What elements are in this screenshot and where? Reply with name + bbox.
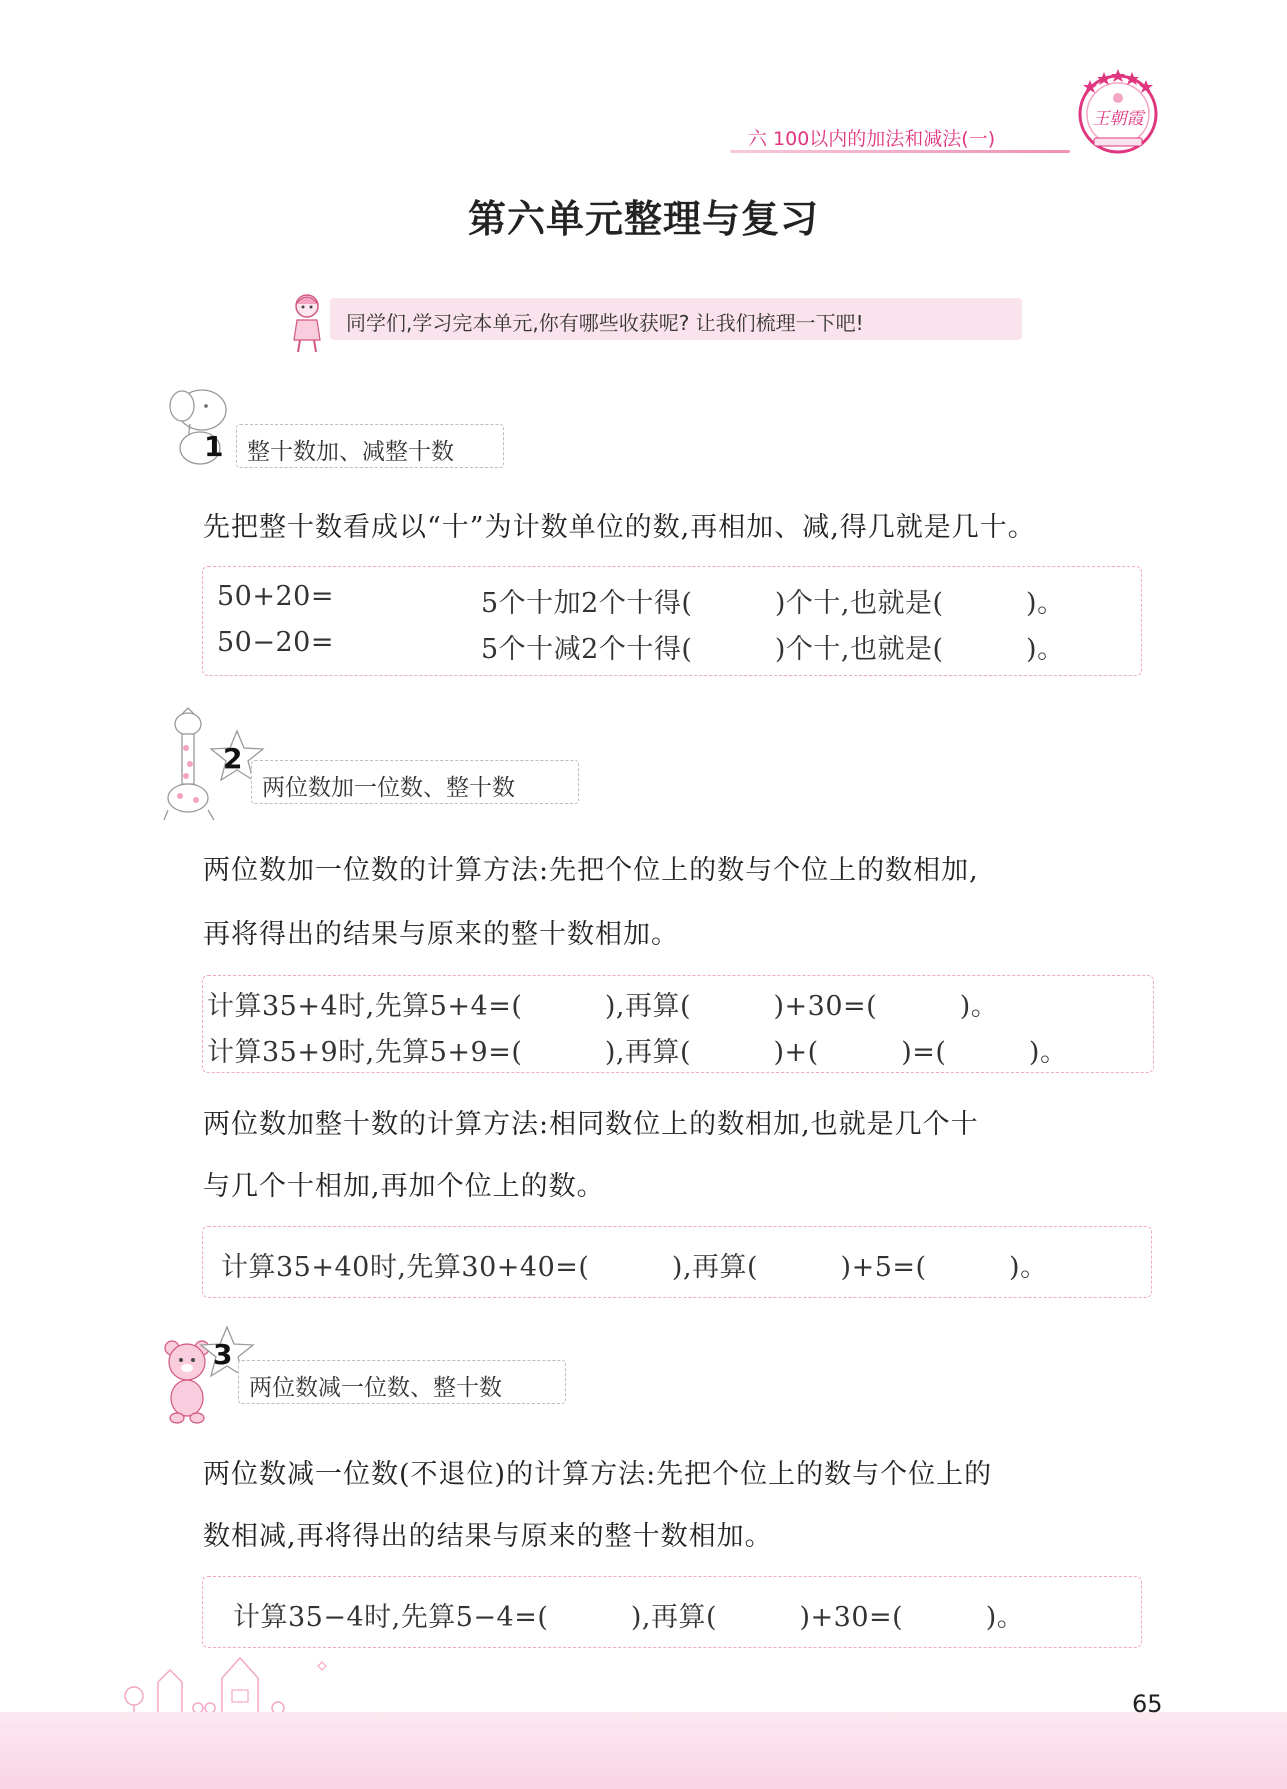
elephant-illustration-icon xyxy=(160,376,240,472)
page-number: 65 xyxy=(1132,1690,1163,1718)
section-label-3: 两位数减一位数、整十数 xyxy=(249,1375,502,1401)
section-header-3 xyxy=(238,1360,566,1404)
kid-illustration-icon xyxy=(284,292,330,354)
section-2-paragraph-line-2: 再将得出的结果与原来的整十数相加。 xyxy=(203,919,679,950)
chapter-header xyxy=(730,124,1070,154)
logo-text: 王朝霞 xyxy=(1092,109,1144,129)
section-number-3: 3 xyxy=(213,1338,233,1371)
chapter-title: 六 100以内的加法和减法(一) xyxy=(748,128,996,150)
footer-band xyxy=(0,1712,1287,1789)
page-title: 第六单元整理与复习 xyxy=(467,197,819,241)
exercise-2c: 计算35+40时,先算30+40=( ),再算( )+5=( )。 xyxy=(221,1252,1048,1283)
section-2-paragraph2-line-1: 两位数加整十数的计算方法:相同数位上的数相加,也就是几个十 xyxy=(203,1109,979,1140)
publisher-logo xyxy=(1068,62,1168,158)
section-label-1: 整十数加、减整十数 xyxy=(247,439,454,465)
header-underline xyxy=(730,150,1070,153)
intro-text: 同学们,学习完本单元,你有哪些收获呢? 让我们梳理一下吧! xyxy=(346,311,864,335)
section-number-2: 2 xyxy=(223,742,243,775)
footer-town-illustration-icon xyxy=(118,1652,348,1716)
section-label-2: 两位数加一位数、整十数 xyxy=(262,775,515,801)
intro-banner xyxy=(330,298,1022,340)
section-header-2 xyxy=(251,760,579,804)
section-header-1 xyxy=(236,424,504,468)
exercise-1b-equation: 50−20= xyxy=(217,627,334,658)
section-1-paragraph: 先把整十数看成以“十”为计数单位的数,再相加、减,得几就是几十。 xyxy=(203,512,1036,543)
exercise-2a: 计算35+4时,先算5+4=( ),再算( )+30=( )。 xyxy=(207,991,999,1022)
exercise-2b: 计算35+9时,先算5+9=( ),再算( )+( )=( )。 xyxy=(207,1037,1068,1068)
section-3-paragraph-line-2: 数相减,再将得出的结果与原来的整十数相加。 xyxy=(203,1521,773,1552)
section-2-paragraph2-line-2: 与几个十相加,再加个位上的数。 xyxy=(203,1171,605,1202)
section-number-1: 1 xyxy=(204,430,224,463)
section-3-paragraph-line-1: 两位数减一位数(不退位)的计算方法:先把个位上的数与个位上的 xyxy=(203,1459,993,1490)
exercise-1a-prompt: 5个十加2个十得( )个十,也就是( )。 xyxy=(481,588,1065,619)
exercise-1b-prompt: 5个十减2个十得( )个十,也就是( )。 xyxy=(481,634,1065,665)
exercise-3a: 计算35−4时,先算5−4=( ),再算( )+30=( )。 xyxy=(233,1602,1025,1633)
section-2-exercise-box-a xyxy=(202,975,1154,1073)
section-2-exercise-box-b xyxy=(202,1226,1152,1298)
section-3-exercise-box xyxy=(202,1576,1142,1648)
section-1-exercise-box xyxy=(202,566,1142,676)
exercise-1a-equation: 50+20= xyxy=(217,581,334,612)
section-2-paragraph-line-1: 两位数加一位数的计算方法:先把个位上的数与个位上的数相加, xyxy=(203,855,979,886)
